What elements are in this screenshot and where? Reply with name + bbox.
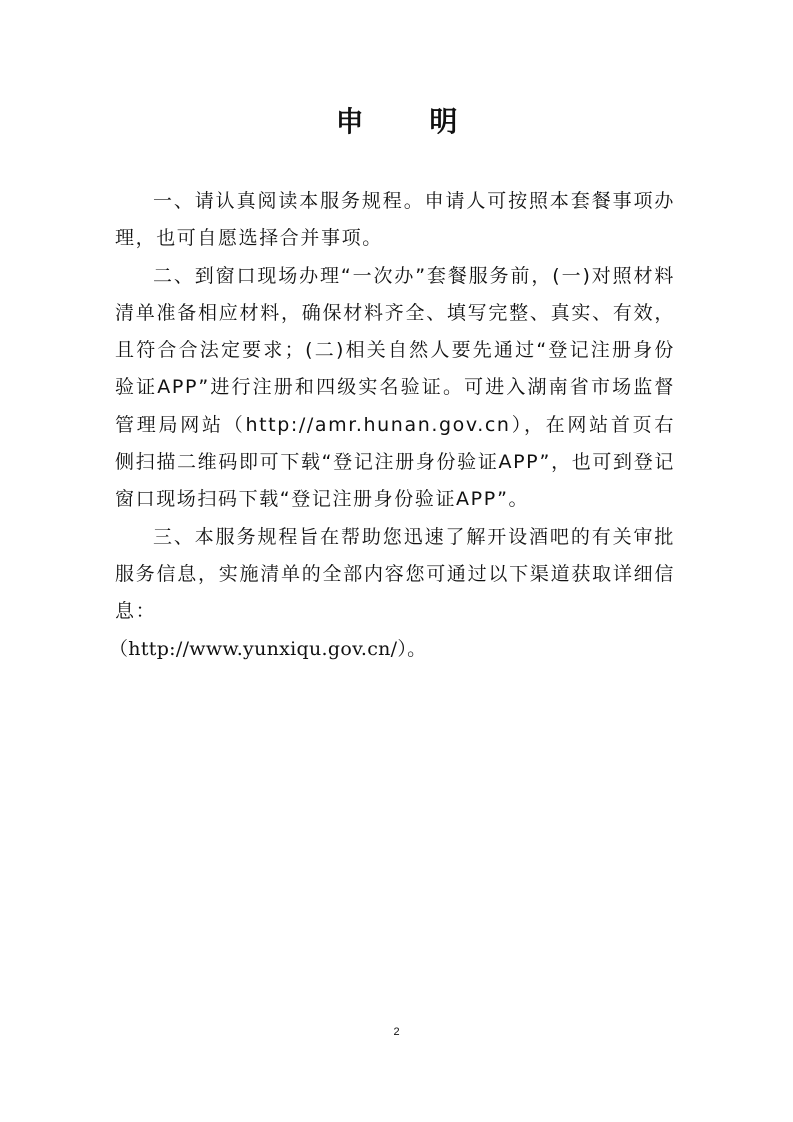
paragraph-1: 一、请认真阅读本服务规程。申请人可按照本套餐事项办理，也可自愿选择合并事项。 (115, 190, 675, 250)
paragraph-3: 三、本服务规程旨在帮助您迅速了解开设酒吧的有关审批服务信息，实施清单的全部内容您可通过以下渠道获取详细信息： (115, 525, 675, 623)
document-body (109, 183, 675, 668)
paragraph-2: 二、到窗口现场办理“一次办”套餐服务前，(一)对照材料清单准备相应材料，确保材料齐全、填写完整、真实、有效，且符合合法定要求；(二)相关自然人要先通过“登记注册身份验证APP”进行注册和四级实名验证。可进入湖南省市场监督管理局网站（http://amr.hunan.gov.cn），在网站首页右侧扫描二维码即可下载“登记注册身份验证APP”，也可到登记窗口现场扫码下载“登记注册身份验证APP”。 (115, 264, 675, 511)
page-title: 申 明 (335, 105, 486, 138)
website-url: （http://www.yunxiqu.gov.cn/）。 (109, 637, 427, 660)
page-number: 2 (393, 1026, 400, 1038)
